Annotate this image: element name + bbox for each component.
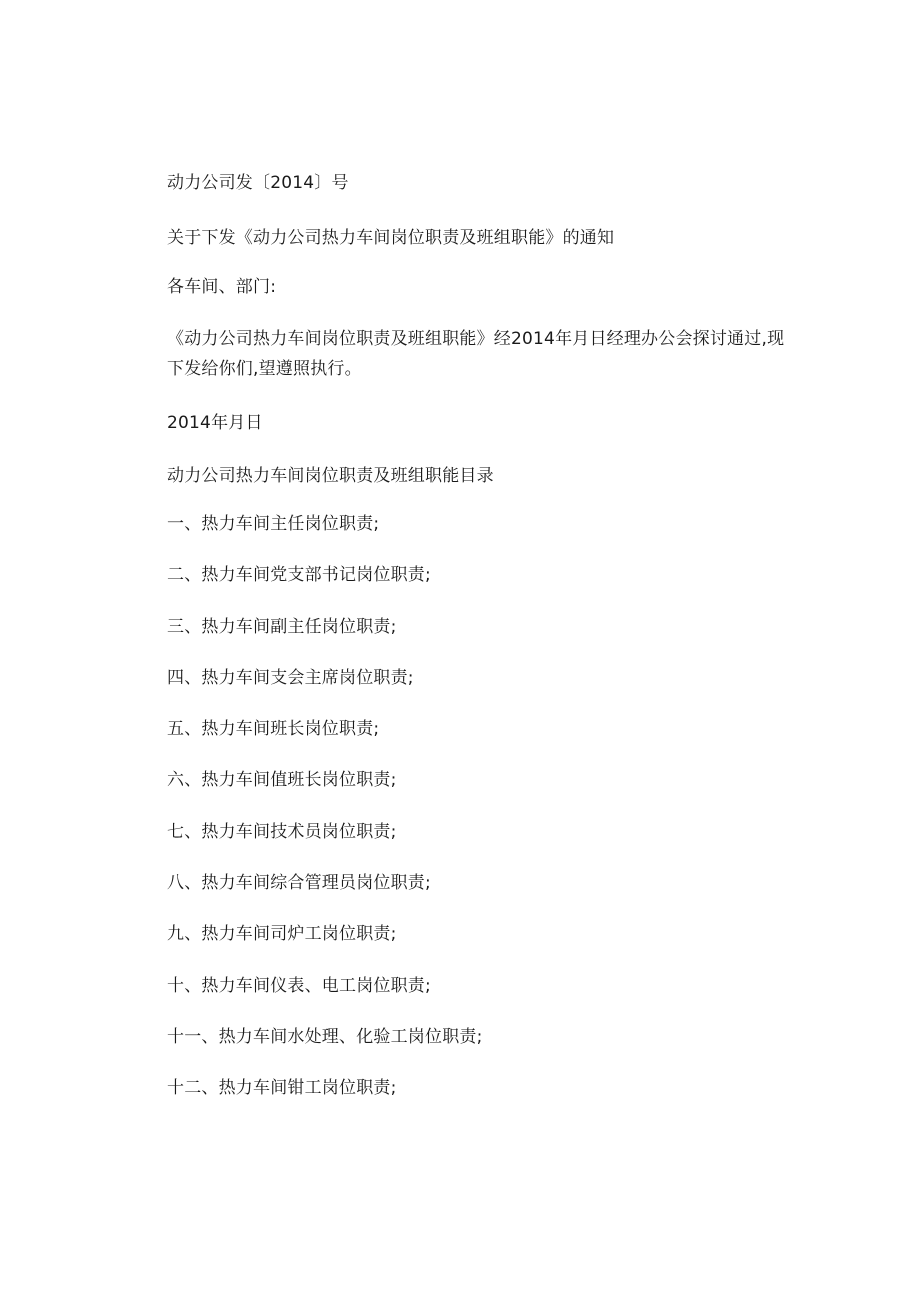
toc-list (167, 513, 483, 1129)
toc-item: 十、热力车间仪表、电工岗位职责; (167, 975, 431, 996)
notice-date: 2014年月日 (167, 413, 263, 433)
notice-title: 关于下发《动力公司热力车间岗位职责及班组职能》的通知 (167, 228, 615, 248)
toc-item: 六、热力车间值班长岗位职责; (167, 770, 397, 791)
toc-item: 三、热力车间副主任岗位职责; (167, 616, 397, 637)
notice-body (167, 324, 785, 384)
toc-item: 十一、热力车间水处理、化验工岗位职责; (167, 1026, 483, 1047)
notice-body-line-2: 下发给你们,望遵照执行。 (167, 359, 362, 379)
toc-item: 十二、热力车间钳工岗位职责; (167, 1078, 397, 1099)
toc-item: 七、热力车间技术员岗位职责; (167, 821, 397, 842)
toc-item: 一、热力车间主任岗位职责; (167, 514, 380, 534)
toc-item: 八、热力车间综合管理员岗位职责; (167, 873, 431, 894)
toc-title: 动力公司热力车间岗位职责及班组职能目录 (167, 466, 494, 486)
toc-item: 九、热力车间司炉工岗位职责; (167, 924, 397, 945)
addressee: 各车间、部门: (167, 277, 277, 297)
toc-item: 五、热力车间班长岗位职责; (167, 719, 380, 740)
toc-item: 四、热力车间支会主席岗位职责; (167, 667, 414, 688)
toc-item: 二、热力车间党支部书记岗位职责; (167, 565, 431, 586)
notice-body-line-1: 《动力公司热力车间岗位职责及班组职能》经2014年月日经理办公会探讨通过,现 (167, 329, 785, 349)
document-number: 动力公司发〔2014〕号 (167, 173, 349, 193)
